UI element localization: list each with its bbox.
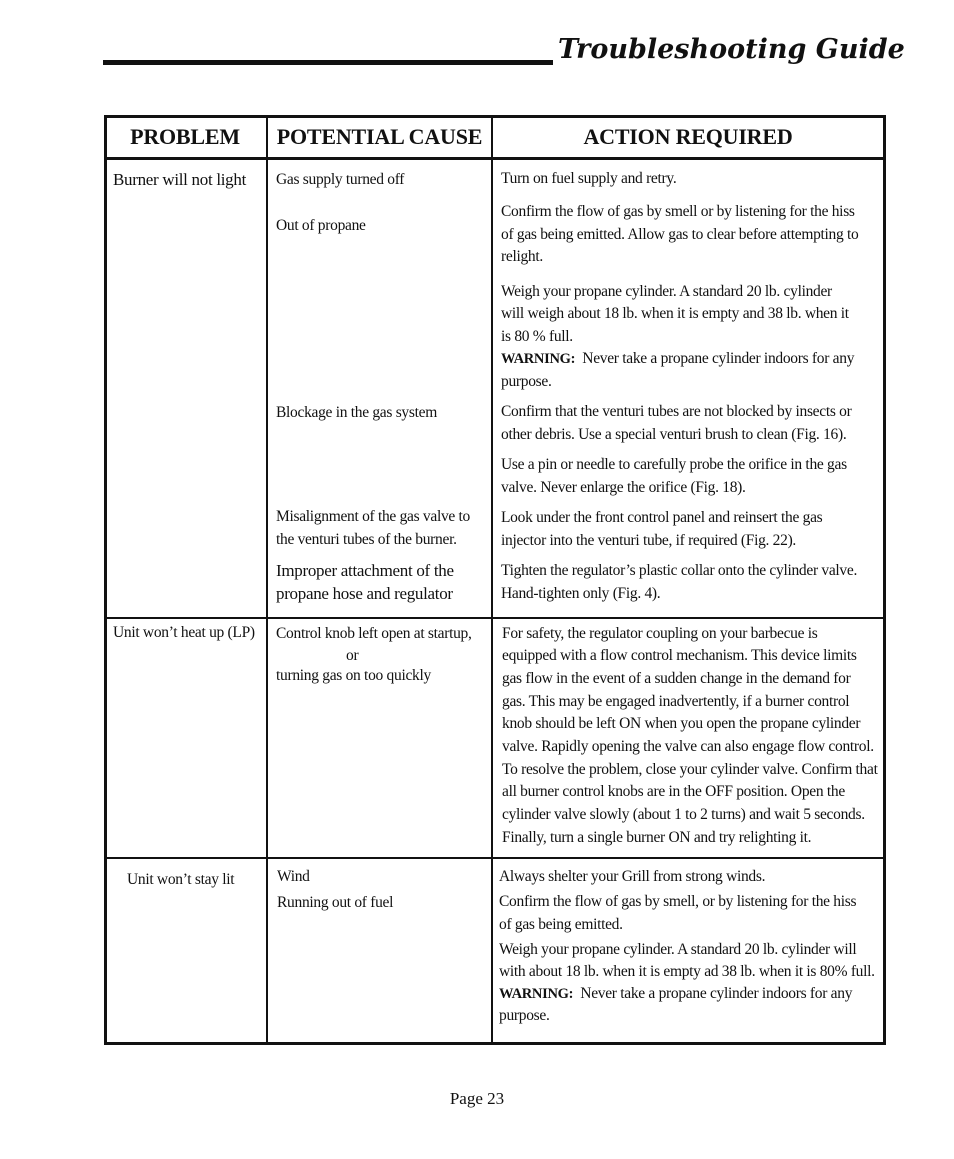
action-text: of gas being emitted. (499, 916, 623, 933)
cause-text: or (346, 647, 359, 664)
table-border-bottom (104, 1042, 886, 1045)
column-header-problem: PROBLEM (130, 124, 240, 149)
problem-text: Unit won’t heat up (LP) (113, 624, 255, 641)
action-text: Finally, turn a single burner ON and try relighting it. (502, 829, 812, 846)
action-text: valve. Never enlarge the orifice (Fig. 18). (501, 479, 746, 496)
page-number: Page 23 (449, 1089, 505, 1108)
table-border-right (883, 115, 886, 1045)
action-text: Turn on fuel supply and retry. (501, 170, 677, 187)
action-text: relight. (501, 248, 543, 265)
action-text: knob should be left ON when you open the propane cylinder (502, 715, 861, 732)
action-text: Use a pin or needle to carefully probe the orifice in the gas (501, 456, 847, 473)
column-divider (491, 115, 493, 1045)
cause-text: Improper attachment of the (276, 561, 454, 580)
action-text: Always shelter your Grill from strong winds. (499, 868, 766, 885)
row-divider (104, 857, 886, 859)
action-text: with about 18 lb. when it is empty ad 38 lb. when it is 80% full. (499, 963, 875, 980)
action-text: equipped with a flow control mechanism. This device limits (502, 647, 857, 664)
cause-text: Gas supply turned off (276, 171, 405, 188)
action-text: Confirm that the venturi tubes are not blocked by insects or (501, 403, 852, 420)
warning-line (501, 348, 854, 371)
action-text: gas. This may be engaged inadvertently, if a burner control (502, 693, 850, 710)
action-text: other debris. Use a special venturi brush to clean (Fig. 16). (501, 426, 847, 443)
column-divider (266, 115, 268, 1045)
action-text: Look under the front control panel and reinsert the gas (501, 509, 823, 526)
action-text: cylinder valve slowly (about 1 to 2 turns) and wait 5 seconds. (502, 806, 865, 823)
action-text: Hand-tighten only (Fig. 4). (501, 585, 661, 602)
column-header-action: ACTION REQUIRED (583, 124, 793, 149)
action-text: purpose. (499, 1007, 550, 1024)
action-text: valve. Rapidly opening the valve can also engage flow control. (502, 738, 874, 755)
action-text: of gas being emitted. Allow gas to clear before attempting to (501, 226, 859, 243)
table-border-left (104, 115, 107, 1045)
cause-text: turning gas on too quickly (276, 667, 431, 684)
page-title: Troubleshooting Guide (558, 34, 905, 65)
cause-text: Out of propane (276, 217, 366, 234)
action-text: purpose. (501, 373, 552, 390)
troubleshooting-table (104, 115, 886, 1045)
column-header-cause: POTENTIAL CAUSE (276, 124, 483, 149)
action-text: Confirm the flow of gas by smell, or by listening for the hiss (499, 893, 857, 910)
cause-text: Control knob left open at startup, (276, 625, 472, 642)
header-rule (103, 60, 553, 65)
header-divider (104, 157, 886, 160)
cause-text: Running out of fuel (277, 894, 394, 911)
row-divider (104, 617, 886, 619)
cause-text: Misalignment of the gas valve to (276, 508, 471, 525)
action-text: will weigh about 18 lb. when it is empty and 38 lb. when it (501, 305, 849, 322)
action-text: Weigh your propane cylinder. A standard 20 lb. cylinder will (499, 941, 857, 958)
action-text: injector into the venturi tube, if required (Fig. 22). (501, 532, 797, 549)
action-text: all burner control knobs are in the OFF position. Open the (502, 783, 845, 800)
action-text: For safety, the regulator coupling on your barbecue is (502, 625, 818, 642)
cause-text: Wind (277, 868, 310, 885)
warning-label: WARNING: (501, 351, 576, 367)
problem-text: Unit won’t stay lit (127, 871, 235, 888)
warning-label: WARNING: (499, 986, 574, 1002)
table-border-top (104, 115, 886, 118)
action-text: Tighten the regulator’s plastic collar onto the cylinder valve. (501, 562, 858, 579)
warning-text: Never take a propane cylinder indoors for any (582, 350, 855, 367)
cause-text: the venturi tubes of the burner. (276, 531, 457, 548)
warning-text: Never take a propane cylinder indoors for any (580, 985, 853, 1002)
cause-text: Blockage in the gas system (276, 404, 437, 421)
action-text: gas flow in the event of a sudden change in the demand for (502, 670, 851, 687)
warning-line (499, 983, 852, 1006)
action-text: Confirm the flow of gas by smell or by listening for the hiss (501, 203, 855, 220)
action-text: Weigh your propane cylinder. A standard 20 lb. cylinder (501, 283, 832, 300)
problem-text: Burner will not light (113, 170, 246, 189)
cause-text: propane hose and regulator (276, 584, 453, 603)
action-text: To resolve the problem, close your cylinder valve. Confirm that (502, 761, 878, 778)
action-text: is 80 % full. (501, 328, 573, 345)
